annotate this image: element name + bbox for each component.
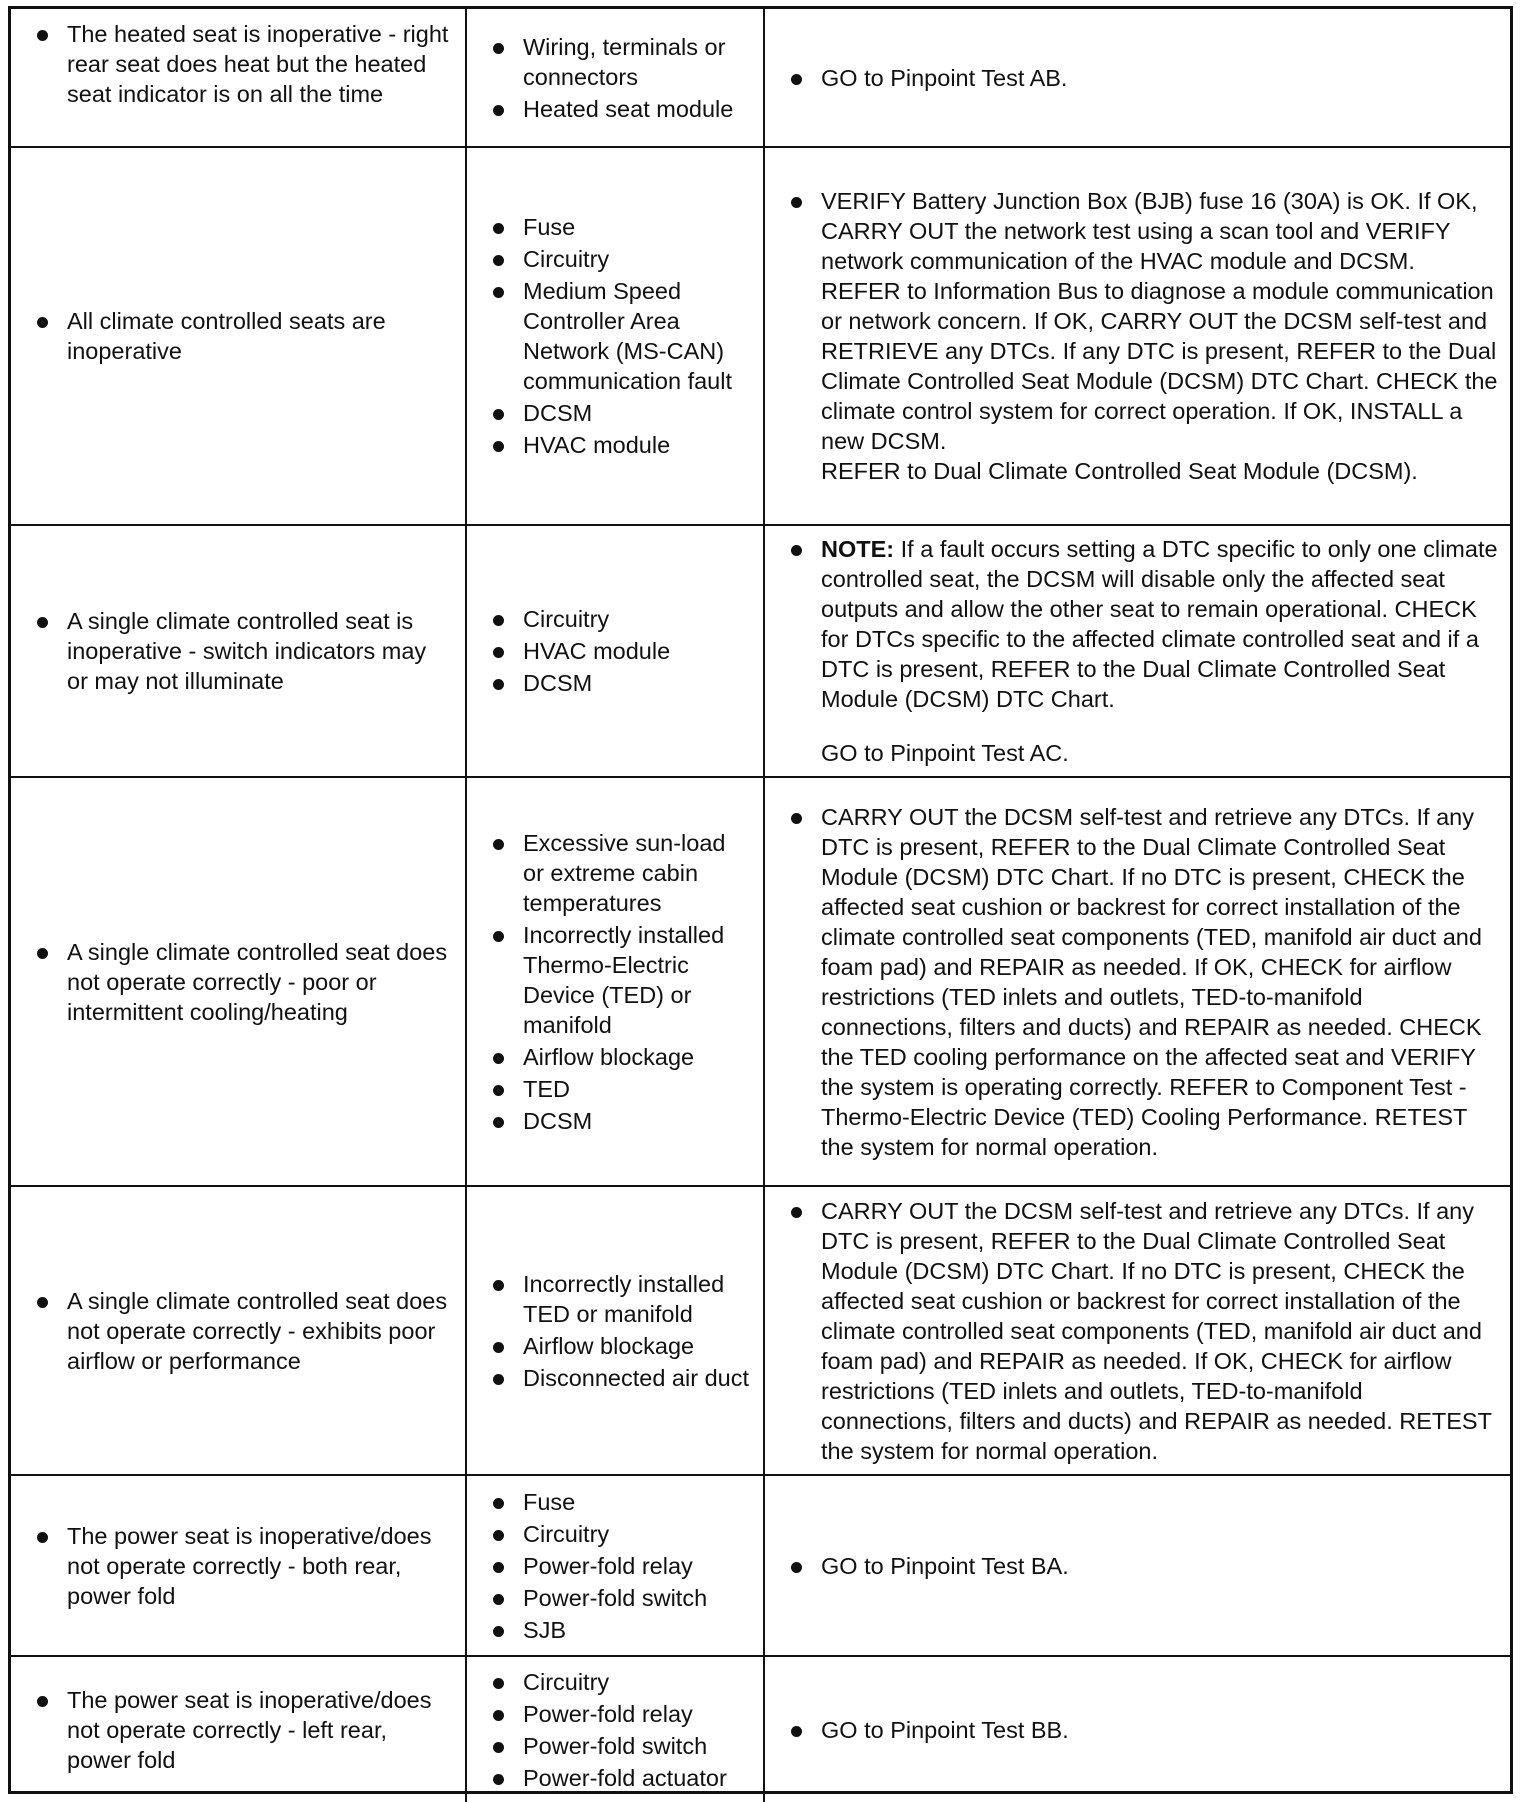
bullet-icon — [791, 545, 802, 556]
bullet-icon — [493, 1774, 504, 1785]
bullet-icon — [493, 647, 504, 658]
condition-item: A single climate controlled seat is inoperative - switch indicators may or may not illuminate — [33, 606, 453, 696]
cause-item: Incorrectly installed Thermo-Electric Device (TED) or manifold — [489, 920, 751, 1040]
action-item: GO to Pinpoint Test BB. — [787, 1715, 1498, 1745]
cause-item: Airflow blockage — [489, 1331, 751, 1361]
action-item: GO to Pinpoint Test BA. — [787, 1551, 1498, 1581]
bullet-icon — [493, 1626, 504, 1637]
bullet-icon — [791, 1207, 802, 1218]
causes-cell — [466, 9, 764, 147]
causes-cell — [466, 777, 764, 1186]
table-row — [11, 147, 1510, 525]
bullet-icon — [493, 1530, 504, 1541]
bullet-icon — [493, 1374, 504, 1385]
condition-item: The power seat is inoperative/does not operate correctly - left rear, power fold — [33, 1685, 453, 1775]
action-followup: GO to Pinpoint Test AC. — [821, 740, 1069, 766]
condition-cell — [11, 1656, 466, 1802]
bullet-icon — [493, 1594, 504, 1605]
condition-cell — [11, 1186, 466, 1475]
bullet-icon — [493, 1498, 504, 1509]
causes-cell — [466, 1475, 764, 1656]
cause-item: Fuse — [489, 1487, 751, 1517]
cause-item: HVAC module — [489, 636, 751, 666]
action-cell — [764, 9, 1510, 147]
bullet-icon — [493, 1280, 504, 1291]
action-cell — [764, 1475, 1510, 1656]
bullet-icon — [493, 615, 504, 626]
cause-item: Power-fold switch — [489, 1731, 751, 1761]
bullet-icon — [493, 931, 504, 942]
action-item: NOTE: If a fault occurs setting a DTC specific to only one climate controlled seat, the DCSM will disable only the affected seat outputs and allow the other seat to remain operational. CHECK for DTCs specific to the affected climate controlled seat and if a DTC is present, REFER to the Dual Climate Controlled Seat Module (DCSM) DTC Chart. GO to Pinpoint Test AC. — [787, 534, 1498, 768]
cause-item: Circuitry — [489, 604, 751, 634]
action-item: CARRY OUT the DCSM self-test and retrieve any DTCs. If any DTC is present, REFER to the Dual Climate Controlled Seat Module (DCSM) DTC Chart. If no DTC is present, CHECK the affected seat cushion or backrest for correct installation of the climate controlled seat components (TED, manifold air duct and foam pad) and REPAIR as needed. If OK, CHECK for airflow restrictions (TED inlets and outlets, TED-to-manifold connections, filters and ducts) and REPAIR as needed. RETEST the system for normal operation. — [787, 1196, 1498, 1466]
bullet-icon — [493, 1117, 504, 1128]
symptom-chart — [8, 6, 1513, 1794]
condition-item: The power seat is inoperative/does not operate correctly - both rear, power fold — [33, 1521, 453, 1611]
bullet-icon — [37, 317, 48, 328]
table-row — [11, 525, 1510, 777]
cause-item: Medium Speed Controller Area Network (MS-CAN) communication fault — [489, 276, 751, 396]
bullet-icon — [493, 1053, 504, 1064]
cause-item: Power-fold switch — [489, 1583, 751, 1613]
bullet-icon — [493, 839, 504, 850]
bullet-icon — [493, 255, 504, 266]
condition-cell — [11, 1475, 466, 1656]
table-row — [11, 1186, 1510, 1475]
bullet-icon — [493, 1562, 504, 1573]
action-item: VERIFY Battery Junction Box (BJB) fuse 16 (30A) is OK. If OK, CARRY OUT the network test using a scan tool and VERIFY network communication of the HVAC module and DCSM. REFER to Information Bus to diagnose a module communication or network concern. If OK, CARRY OUT the DCSM self-test and RETRIEVE any DTCs. If any DTC is present, REFER to the Dual Climate Controlled Seat Module (DCSM) DTC Chart. CHECK the climate control system for correct operation. If OK, INSTALL a new DCSM. REFER to Dual Climate Controlled Seat Module (DCSM). — [787, 186, 1498, 486]
action-cell — [764, 147, 1510, 525]
cause-item: DCSM — [489, 668, 751, 698]
condition-cell — [11, 525, 466, 777]
bullet-icon — [493, 1710, 504, 1721]
bullet-icon — [791, 1726, 802, 1737]
bullet-icon — [493, 409, 504, 420]
causes-cell — [466, 525, 764, 777]
bullet-icon — [493, 679, 504, 690]
bullet-icon — [791, 74, 802, 85]
action-cell — [764, 1656, 1510, 1802]
bullet-icon — [493, 223, 504, 234]
table-row — [11, 1475, 1510, 1656]
cause-item: Airflow blockage — [489, 1042, 751, 1072]
note-label: NOTE: — [821, 536, 895, 562]
cause-item: Incorrectly installed TED or manifold — [489, 1269, 751, 1329]
cause-item: Fuse — [489, 212, 751, 242]
cause-item: Heated seat module — [489, 94, 751, 124]
condition-item: All climate controlled seats are inoperative — [33, 306, 453, 366]
action-cell — [764, 777, 1510, 1186]
condition-item: A single climate controlled seat does not operate correctly - poor or intermittent cooling/heating — [33, 937, 453, 1027]
action-cell — [764, 525, 1510, 777]
bullet-icon — [37, 948, 48, 959]
bullet-icon — [493, 287, 504, 298]
condition-cell — [11, 777, 466, 1186]
cause-item: Power-fold actuator — [489, 1763, 751, 1793]
causes-cell — [466, 1656, 764, 1802]
cause-item: Circuitry — [489, 1667, 751, 1697]
cause-item: SJB — [489, 1615, 751, 1645]
bullet-icon — [493, 441, 504, 452]
bullet-icon — [493, 105, 504, 116]
action-item: GO to Pinpoint Test AB. — [787, 63, 1498, 93]
condition-item: The heated seat is inoperative - right rear seat does heat but the heated seat indicator is on all the time — [33, 19, 453, 109]
bullet-icon — [493, 1678, 504, 1689]
condition-item: A single climate controlled seat does not operate correctly - exhibits poor airflow or performance — [33, 1286, 453, 1376]
table-row — [11, 1656, 1510, 1802]
bullet-icon — [37, 1532, 48, 1543]
cause-item: Power-fold relay — [489, 1551, 751, 1581]
causes-cell — [466, 147, 764, 525]
bullet-icon — [37, 30, 48, 41]
symptom-table — [11, 9, 1510, 1802]
cause-item: TED — [489, 1074, 751, 1104]
cause-item: HVAC module — [489, 430, 751, 460]
cause-item: Circuitry — [489, 244, 751, 274]
bullet-icon — [791, 197, 802, 208]
bullet-icon — [493, 1742, 504, 1753]
table-row — [11, 777, 1510, 1186]
cause-item: Wiring, terminals or connectors — [489, 32, 751, 92]
cause-item: Disconnected air duct — [489, 1363, 751, 1393]
bullet-icon — [493, 1085, 504, 1096]
bullet-icon — [493, 1342, 504, 1353]
cause-item: DCSM — [489, 1106, 751, 1136]
cause-item: Power-fold relay — [489, 1699, 751, 1729]
table-row — [11, 9, 1510, 147]
bullet-icon — [37, 1297, 48, 1308]
bullet-icon — [791, 813, 802, 824]
bullet-icon — [493, 43, 504, 54]
cause-item: DCSM — [489, 398, 751, 428]
condition-cell — [11, 9, 466, 147]
bullet-icon — [37, 1696, 48, 1707]
action-item: CARRY OUT the DCSM self-test and retrieve any DTCs. If any DTC is present, REFER to the Dual Climate Controlled Seat Module (DCSM) DTC Chart. If no DTC is present, CHECK the affected seat cushion or backrest for correct installation of the climate controlled seat components (TED, manifold air duct and foam pad) and REPAIR as needed. If OK, CHECK for airflow restrictions (TED inlets and outlets, TED-to-manifold connections, filters and ducts) and REPAIR as needed. CHECK the TED cooling performance on the affected seat and VERIFY the system is operating correctly. REFER to Component Test - Thermo-Electric Device (TED) Cooling Performance. RETEST the system for normal operation. — [787, 802, 1498, 1162]
condition-cell — [11, 147, 466, 525]
causes-cell — [466, 1186, 764, 1475]
cause-item: Circuitry — [489, 1519, 751, 1549]
bullet-icon — [791, 1562, 802, 1573]
action-cell — [764, 1186, 1510, 1475]
cause-item: Excessive sun-load or extreme cabin temperatures — [489, 828, 751, 918]
bullet-icon — [37, 617, 48, 628]
